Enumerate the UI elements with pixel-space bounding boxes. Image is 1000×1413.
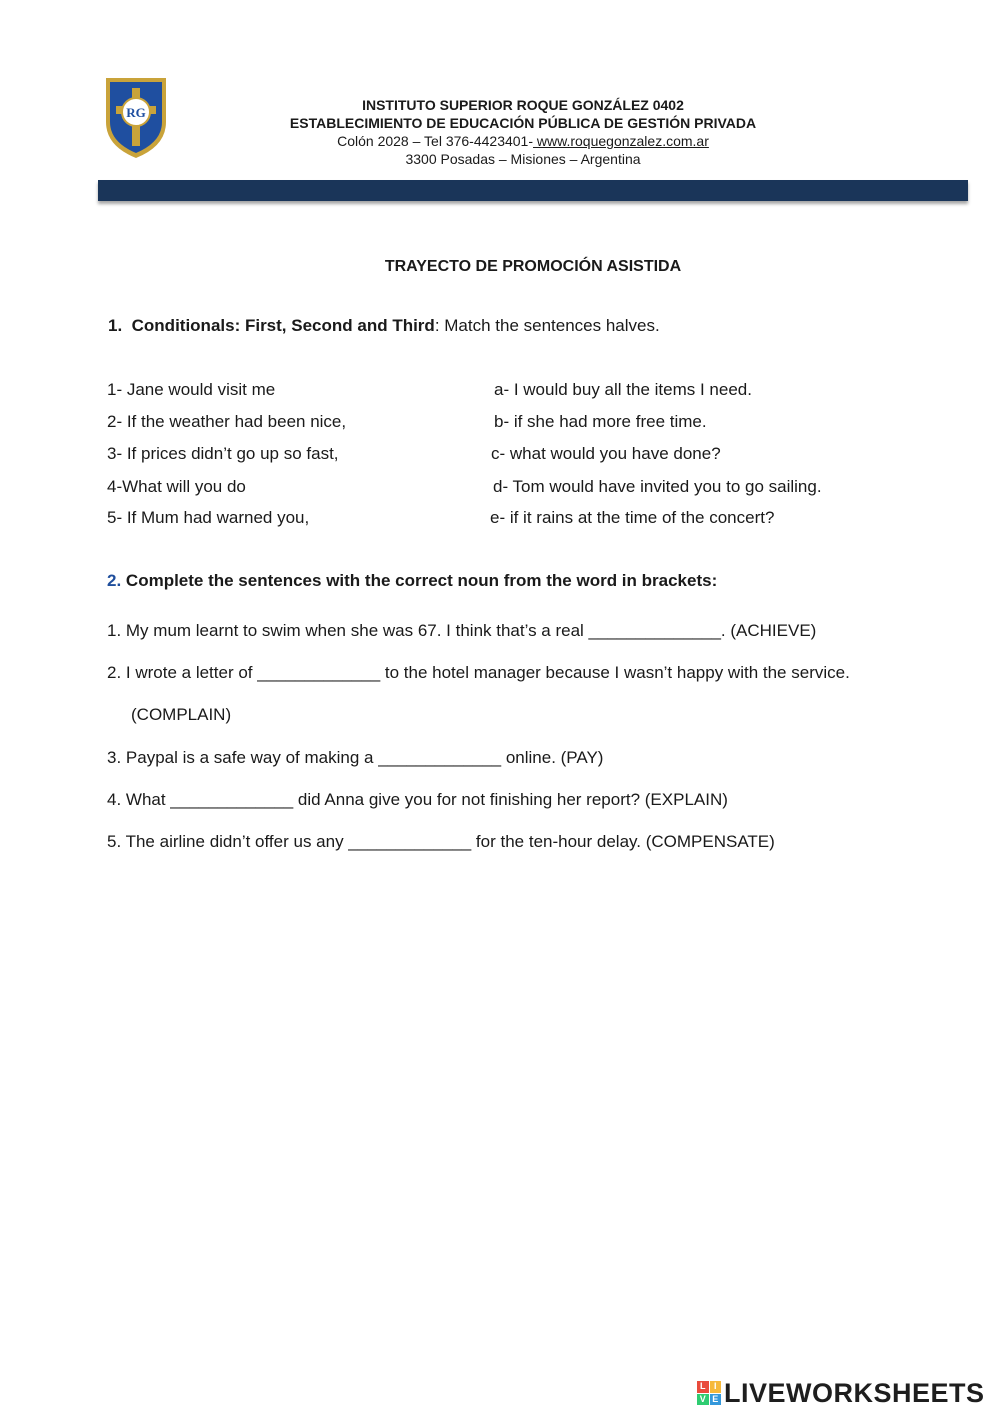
- match-left-item: 2- If the weather had been nice,: [107, 412, 347, 431]
- page-title: TRAYECTO DE PROMOCIÓN ASISTIDA: [384, 258, 682, 275]
- lw-icon-cell: V: [697, 1394, 709, 1406]
- school-crest-icon: [100, 72, 172, 160]
- match-right-item: a- I would buy all the items I need.: [494, 380, 752, 399]
- fill-in-item: 4. What _____________ did Anna give you for not finishing her report? (EXPLAIN): [107, 790, 728, 809]
- institute-name: INSTITUTO SUPERIOR ROQUE GONZÁLEZ 0402: [362, 97, 684, 113]
- fill-in-item: 5. The airline didn’t offer us any _____________ for the ten-hour delay. (COMPENSATE): [107, 832, 775, 851]
- match-right-item: e- if it rains at the time of the concert?: [490, 508, 775, 527]
- section1-heading: [108, 316, 660, 336]
- match-left-item: 5- If Mum had warned you,: [107, 508, 310, 527]
- fill-in-item: 2. I wrote a letter of _____________ to the hotel manager because I wasn’t happy with the service.: [107, 663, 850, 682]
- match-left-item: 3- If prices didn’t go up so fast,: [107, 444, 339, 463]
- match-right-item: c- what would you have done?: [491, 444, 721, 463]
- header-banner: [98, 180, 968, 201]
- liveworksheets-wordmark: LIVEWORKSHEETS: [724, 1377, 985, 1408]
- lw-icon-cell: L: [697, 1381, 709, 1393]
- section2-heading: [107, 571, 717, 591]
- website-link[interactable]: www.roquegonzalez.com.ar: [533, 133, 709, 149]
- liveworksheets-logo: [697, 1378, 985, 1408]
- institute-contact: [200, 132, 846, 150]
- institution-type: ESTABLECIMIENTO DE EDUCACIÓN PÚBLICA DE GESTIÓN PRIVADA: [289, 115, 757, 131]
- lw-icon-cell: I: [710, 1381, 722, 1393]
- section2-title: Complete the sentences with the correct noun from the word in brackets:: [121, 571, 718, 590]
- fill-in-item-continuation: (COMPLAIN): [131, 705, 232, 724]
- match-right-item: d- Tom would have invited you to go sailing.: [493, 477, 822, 496]
- fill-in-item: 3. Paypal is a safe way of making a _____________ online. (PAY): [107, 748, 604, 767]
- fill-in-item: 1. My mum learnt to swim when she was 67. I think that’s a real ______________. (ACHIEVE): [107, 621, 817, 640]
- svg-text:RG: RG: [126, 105, 146, 120]
- match-left-item: 4-What will you do: [107, 477, 246, 496]
- section1-number: 1.: [108, 316, 123, 335]
- lw-icon-cell: E: [710, 1394, 722, 1406]
- section1-title: Conditionals: First, Second and Third: [131, 316, 435, 335]
- match-left-item: 1- Jane would visit me: [107, 380, 276, 399]
- section1-instruction: : Match the sentences halves.: [434, 316, 660, 335]
- match-right-item: b- if she had more free time.: [494, 412, 707, 431]
- institute-location: 3300 Posadas – Misiones – Argentina: [405, 151, 641, 167]
- section2-number: 2.: [107, 571, 122, 590]
- liveworksheets-icon: [697, 1381, 721, 1405]
- contact-address-phone: Colón 2028 – Tel 376-4423401-: [337, 133, 534, 149]
